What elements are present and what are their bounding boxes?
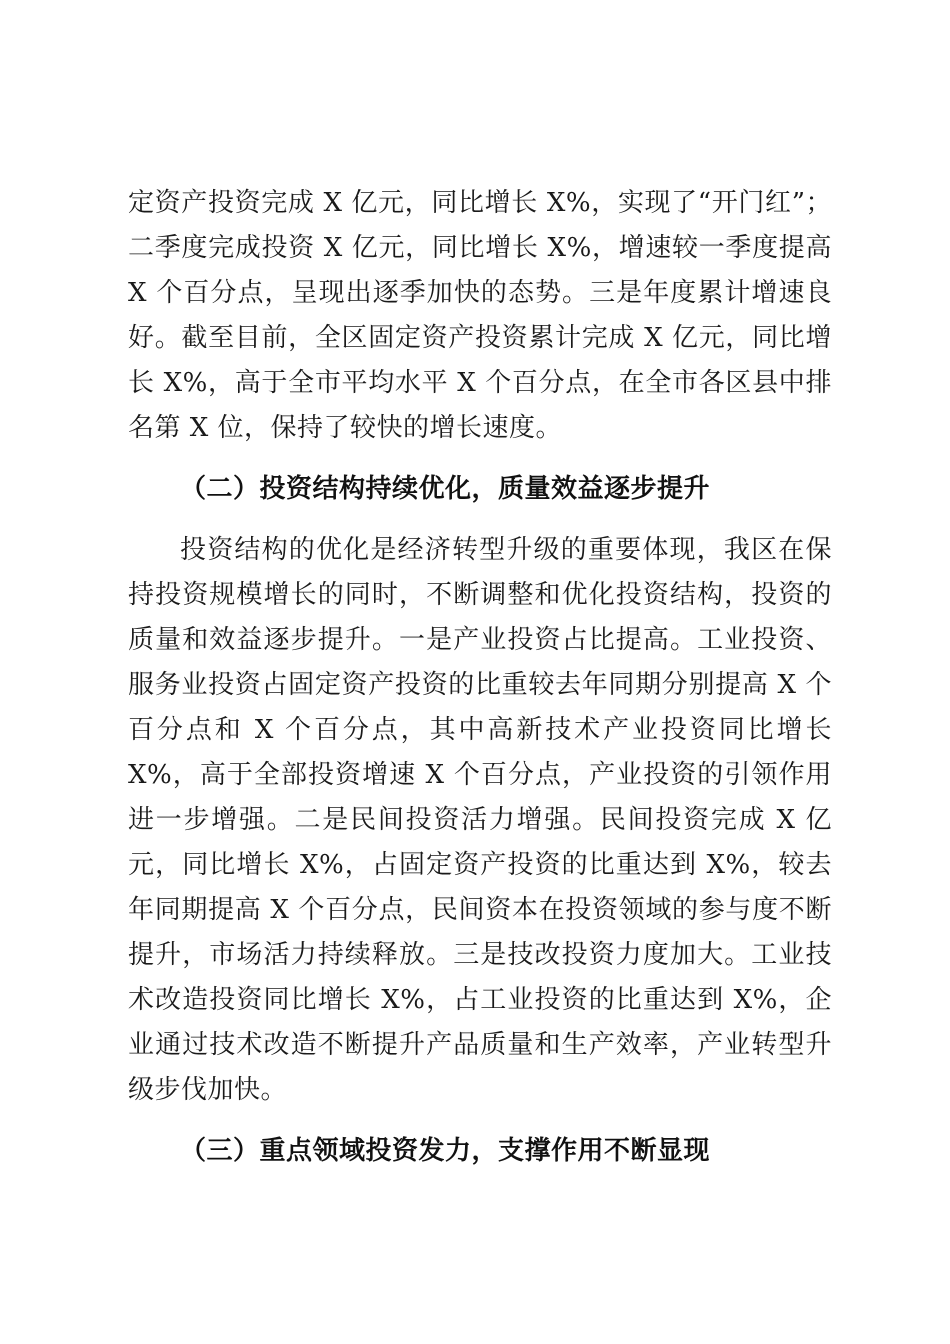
section-heading-3: （三）重点领域投资发力，支撑作用不断显现: [180, 1136, 711, 1166]
paragraph-investment-structure: 投资结构的优化是经济转型升级的重要体现，我区在保持投资规模增长的同时，不断调整和优化投资结构，投资的质量和效益逐步提升。一是产业投资占比提高。工业投资、服务业投资占固定资产投资的比重较去年同期分别提高 X 个百分点和 X 个百分点，其中高新技术产业投资同比增长 X%，高于全部投资增速 X 个百分点，产业投资的引领作用进一步增强。二是民间投资活力增强。民间投资完成 X 亿元，同比增长 X%，占固定资产投资的比重达到 X%，较去年同期提高 X 个百分点，民间资本在投资领域的参与度不断提升，市场活力持续释放。三是技改投资力度加大。工业技术改造投资同比增长 X%，占工业投资的比重达到 X%，企业通过技术改造不断提升产品质量和生产效率，产业转型升级步伐加快。: [128, 535, 832, 1105]
paragraph-continued: 定资产投资完成 X 亿元，同比增长 X%，实现了“开门红”；二季度完成投资 X 亿元，同比增长 X%，增速较一季度提高 X 个百分点，呈现出逐季加快的态势。三是年度累计增速良好。截至目前，全区固定资产投资累计完成 X 亿元，同比增长 X%，高于全市平均水平 X 个百分点，在全市各区县中排名第 X 位，保持了较快的增长速度。: [128, 188, 832, 443]
document-body: [128, 181, 832, 1174]
section-heading-2: （二）投资结构持续优化，质量效益逐步提升: [180, 474, 711, 504]
